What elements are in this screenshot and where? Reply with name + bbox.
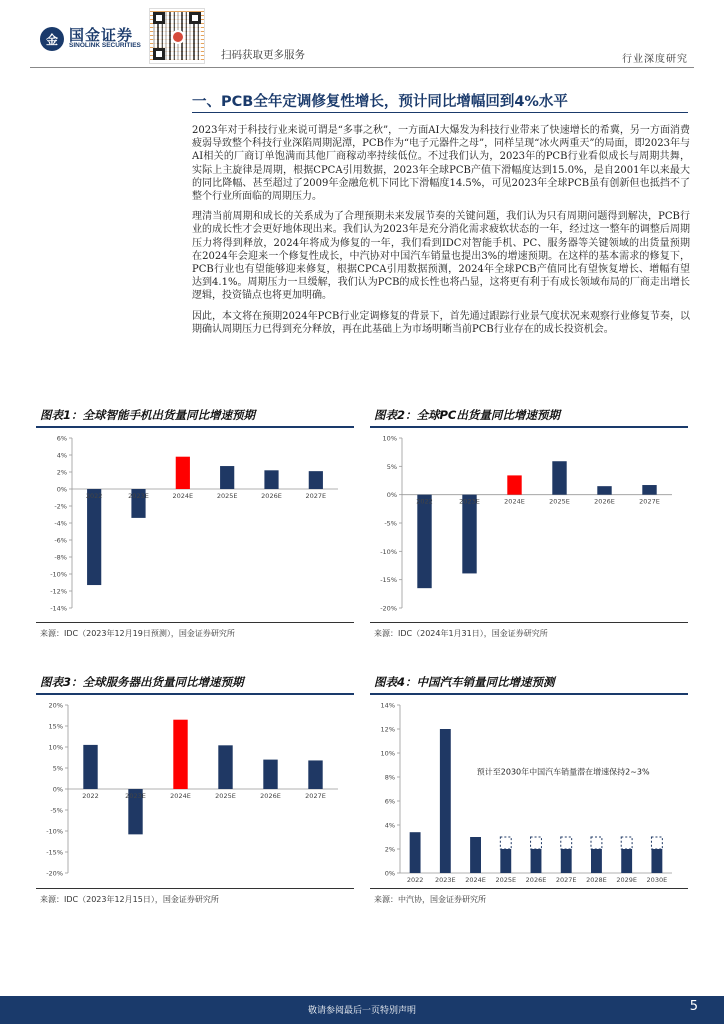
bar-2029E bbox=[621, 849, 632, 873]
bar-2026E bbox=[263, 760, 277, 789]
bar-2027E bbox=[561, 849, 572, 873]
bar-2026E bbox=[264, 470, 278, 489]
y-tick-label: 10% bbox=[382, 434, 397, 443]
x-tick-label: 2024E bbox=[172, 492, 194, 500]
y-tick-label: -10% bbox=[380, 547, 397, 556]
footer-disclaimer[interactable]: 敬请参阅最后一页特别声明 bbox=[307, 1006, 416, 1016]
bar-2024E bbox=[173, 720, 187, 789]
y-tick-label: -20% bbox=[380, 604, 397, 613]
x-tick-label: 2026E bbox=[525, 876, 547, 884]
figure-2-top-rule bbox=[370, 426, 688, 428]
document-type: 行业深度研究 bbox=[622, 54, 688, 65]
scan-prompt: 扫码获取更多服务 bbox=[221, 49, 305, 61]
section-divider bbox=[192, 112, 688, 113]
x-tick-label: 2025E bbox=[215, 792, 236, 800]
y-tick-label: 14% bbox=[380, 701, 395, 710]
page-number: 5 bbox=[689, 999, 698, 1014]
y-tick-label: 2% bbox=[384, 845, 395, 854]
paragraph: 2023年对于科技行业来说可谓是“多事之秋”，一方面AI大爆发为科技行业带来了快速增长的希冀，另一方面消费疲弱导致整个科技行业深陷周期泥潭，PCB作为“电子元器件之母”，同样呈现“冰火两重天”的局面，即2023年与AI相关的厂商订单饱满而其他厂商稼动率持续低位。不过我们认为，2023年的PCB行业看似成长与周期共舞，实际上主旋律是周期，根据CPCA引用数据，2023年全球PCB产值下滑幅度达到15.0%，是自2001年以来最大的同比降幅、甚至超过了2009年金融危机下同比下滑幅度14.5%，可见2023年全球PCB虽有创新但也抵挡不了整个行业所面临的周期压力。 bbox=[192, 125, 690, 203]
figure-3-top-rule bbox=[36, 693, 354, 695]
y-tick-label: 8% bbox=[384, 773, 395, 782]
figure-4-top-rule bbox=[370, 693, 688, 695]
bar-2022 bbox=[87, 489, 101, 585]
qr-code-icon[interactable] bbox=[149, 8, 205, 64]
y-tick-label: -10% bbox=[46, 827, 63, 836]
figure-2-source: 来源：IDC（2024年1月31日），国金证券研究所 bbox=[374, 629, 548, 638]
x-tick-label: 2024E bbox=[465, 876, 486, 884]
page-footer bbox=[0, 996, 724, 1024]
logo-mark-icon: 金 bbox=[40, 27, 64, 51]
x-tick-label: 2025E bbox=[495, 876, 517, 884]
page-header bbox=[0, 0, 724, 68]
x-tick-label: 2026E bbox=[594, 497, 615, 506]
y-tick-label: 2% bbox=[56, 468, 67, 477]
figure-1-chart bbox=[36, 430, 354, 618]
x-tick-label: 2024E bbox=[504, 497, 525, 506]
header-divider bbox=[30, 67, 694, 68]
y-tick-label: -12% bbox=[50, 587, 67, 596]
bar-2022 bbox=[410, 832, 421, 873]
y-tick-label: 10% bbox=[48, 743, 63, 752]
y-tick-label: 4% bbox=[56, 451, 67, 460]
figure-1-title: 图表1：全球智能手机出货量同比增速预期 bbox=[40, 408, 255, 422]
bar-2024E bbox=[470, 837, 481, 873]
bar-2026E bbox=[531, 849, 542, 873]
x-tick-label: 2027E bbox=[305, 492, 327, 500]
chart-annotation: 预计至2030年中国汽车销量潜在增速保持2~3% bbox=[476, 767, 650, 777]
bar-2023E bbox=[462, 495, 476, 574]
figure-1-bottom-rule bbox=[36, 622, 354, 623]
x-tick-label: 2030E bbox=[646, 876, 668, 884]
y-tick-label: -5% bbox=[50, 806, 63, 815]
bar-2024E bbox=[507, 475, 521, 494]
bar-range-outline bbox=[651, 837, 662, 849]
y-tick-label: 5% bbox=[52, 764, 63, 773]
bar-range-outline bbox=[621, 837, 632, 849]
bar-2022 bbox=[83, 745, 97, 789]
bar-range-outline bbox=[531, 837, 542, 849]
y-tick-label: -10% bbox=[50, 570, 67, 579]
y-tick-label: 0% bbox=[56, 485, 67, 494]
x-tick-label: 2022 bbox=[416, 497, 433, 506]
x-tick-label: 2023E bbox=[435, 876, 456, 884]
section-title: 一、PCB全年定调修复性增长，预计同比增幅回到4%水平 bbox=[192, 94, 568, 110]
paragraph: 理清当前周期和成长的关系成为了合理预期未来发展节奏的关键问题，我们认为只有周期问题得到解决，PCB行业的成长性才会更好地体现出来。我们认为2023年是充分消化需求疲软状态的一年，经过这一整年的调整后周期压力将得到释放，2024年将成为修复的一年，我们看到IDC对智能手机、PC、服务器等关键领域的出货量预期在2024年会迎来一个修复性成长，中汽协对中国汽车销量也提出3%的增速预期。在这样的基本需求的修复下，PCB行业也有望能够迎来修复，根据CPCA引用数据预测，2024年全球PCB产值同比有望恢复增长、增幅有望达到4.1%。周期压力一旦缓解，我们认为PCB的成长性也将凸显，这将更有利于有成长领域布局的厂商走出增长逻辑，投资锚点也将更加明确。 bbox=[192, 211, 690, 302]
logo-en-text: SINOLINK SECURITIES bbox=[69, 42, 141, 50]
figure-4-chart bbox=[370, 697, 688, 884]
bar-2030E bbox=[651, 849, 662, 873]
figure-3-title: 图表3：全球服务器出货量同比增速预期 bbox=[40, 675, 244, 689]
bar-2022 bbox=[417, 495, 431, 588]
x-tick-label: 2022 bbox=[406, 876, 424, 884]
y-tick-label: -15% bbox=[46, 848, 63, 857]
figure-3-bottom-rule bbox=[36, 888, 354, 889]
x-tick-label: 2023E bbox=[459, 497, 480, 506]
bar-2025E bbox=[218, 745, 232, 789]
y-tick-label: 6% bbox=[384, 797, 395, 806]
bar-range-outline bbox=[561, 837, 572, 849]
figure-2-bottom-rule bbox=[370, 622, 688, 623]
y-tick-label: -8% bbox=[54, 553, 67, 562]
y-tick-label: 0% bbox=[52, 785, 63, 794]
y-tick-label: -20% bbox=[46, 869, 63, 878]
y-tick-label: -6% bbox=[54, 536, 67, 545]
x-tick-label: 2028E bbox=[586, 876, 607, 884]
bar-range-outline bbox=[500, 837, 511, 849]
y-tick-label: 15% bbox=[48, 722, 63, 731]
x-tick-label: 2023E bbox=[125, 792, 146, 800]
x-tick-label: 2025E bbox=[549, 497, 570, 506]
x-tick-label: 2027E bbox=[639, 497, 660, 506]
x-tick-label: 2024E bbox=[170, 792, 191, 800]
sinolink-logo bbox=[40, 27, 141, 51]
x-tick-label: 2025E bbox=[216, 492, 238, 500]
bar-2025E bbox=[220, 466, 234, 489]
body-text bbox=[192, 124, 690, 343]
bar-2027E bbox=[309, 471, 323, 489]
bar-2027E bbox=[308, 760, 322, 789]
x-tick-label: 2027E bbox=[555, 876, 577, 884]
x-tick-label: 2026E bbox=[261, 492, 282, 500]
figure-2-chart bbox=[370, 430, 688, 618]
y-tick-label: -4% bbox=[54, 519, 67, 528]
y-tick-label: 6% bbox=[56, 434, 67, 443]
x-tick-label: 2022 bbox=[82, 792, 99, 800]
figure-1-top-rule bbox=[36, 426, 354, 428]
bar-2025E bbox=[500, 849, 511, 873]
x-tick-label: 2027E bbox=[305, 792, 326, 800]
figure-4-title: 图表4：中国汽车销量同比增速预测 bbox=[374, 675, 555, 689]
bar-range-outline bbox=[591, 837, 602, 849]
y-tick-label: 5% bbox=[386, 462, 397, 471]
y-tick-label: 0% bbox=[386, 491, 397, 500]
figure-3-source: 来源：IDC（2023年12月15日），国金证券研究所 bbox=[40, 895, 219, 904]
figure-3-chart bbox=[36, 697, 354, 884]
paragraph: 因此，本文将在预期2024年PCB行业定调修复的背景下，首先通过跟踪行业景气度状况来观察行业修复节奏，以期确认周期压力已得到充分释放，再在此基础上为市场明晰当前PCB行业存在的成长投资机会。 bbox=[192, 310, 690, 335]
figure-4-bottom-rule bbox=[370, 888, 688, 889]
bar-2023E bbox=[440, 729, 451, 873]
bar-2026E bbox=[597, 486, 611, 495]
logo-cn-text: 国金证券 bbox=[69, 25, 134, 44]
bar-2024E bbox=[176, 457, 190, 489]
y-tick-label: 20% bbox=[48, 701, 63, 710]
figure-2-title: 图表2：全球PC出货量同比增速预期 bbox=[374, 408, 560, 422]
bar-2028E bbox=[591, 849, 602, 873]
y-tick-label: 10% bbox=[380, 749, 395, 758]
y-tick-label: -5% bbox=[384, 519, 397, 528]
y-tick-label: -2% bbox=[54, 502, 67, 511]
y-tick-label: 0% bbox=[384, 869, 395, 878]
x-tick-label: 2022 bbox=[85, 492, 103, 500]
y-tick-label: 4% bbox=[384, 821, 395, 830]
figure-4-source: 来源：中汽协，国金证券研究所 bbox=[374, 895, 486, 904]
y-tick-label: 12% bbox=[380, 725, 395, 734]
x-tick-label: 2026E bbox=[260, 792, 281, 800]
x-tick-label: 2029E bbox=[616, 876, 637, 884]
bar-2027E bbox=[642, 485, 656, 495]
bar-2025E bbox=[552, 461, 566, 494]
figure-1-source: 来源：IDC（2023年12月19日预测），国金证券研究所 bbox=[40, 629, 235, 638]
y-tick-label: -14% bbox=[50, 604, 67, 613]
x-tick-label: 2023E bbox=[128, 492, 149, 500]
y-tick-label: -15% bbox=[380, 576, 397, 585]
